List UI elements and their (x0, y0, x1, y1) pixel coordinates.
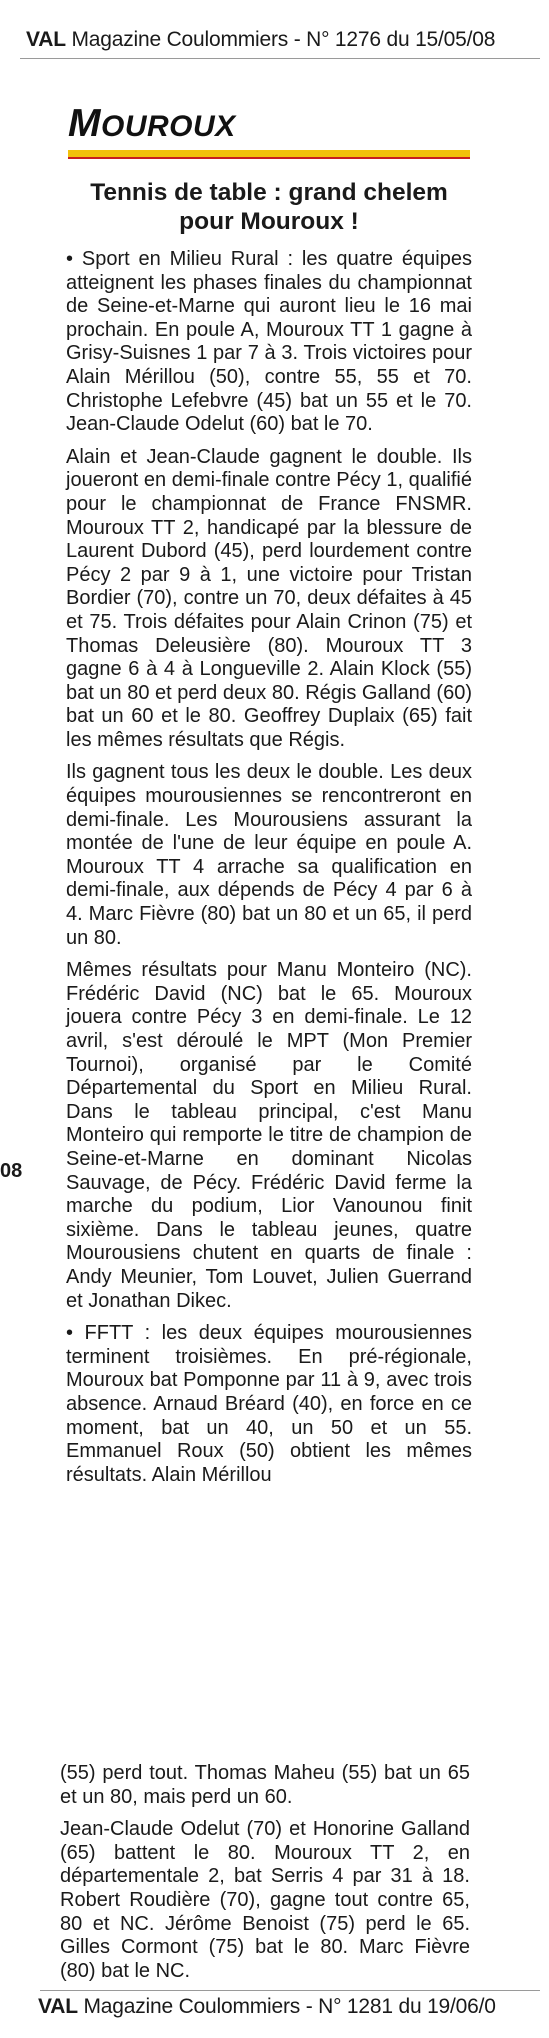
section-rule-red (68, 157, 470, 159)
paragraph: • Sport en Milieu Rural : les quatre équipes atteignent les phases finales du championnat de Seine-et-Marne qui auront lieu le 16 mai prochain. En poule A, Mouroux TT 1 gagne à Grisy-Suisnes 1 par 7 à 3. Trois victoires pour Alain Mérillou (50), contre 55, 55 et 70. Christophe Lefebvre (45) bat un 55 et le 70. Jean-Claude Odelut (60) bat le 70. (66, 248, 472, 436)
section-rule-yellow (68, 150, 470, 157)
source-brand: VAL (38, 1995, 78, 2018)
source-text: Magazine Coulommiers - N° 1276 du 15/05/08 (71, 28, 496, 51)
paragraph: Jean-Claude Odelut (70) et Honorine Galland (65) battent le 80. Mouroux TT 2, en départementale 2, bat Serris 4 par 31 à 18. Robert Roudière (70), gagne tout contre 65, 80 et NC. Jérôme Benoist (75) perd le 65. Gilles Cormont (75) bat le 80. Marc Fièvre (80) bat le NC. (60, 1818, 470, 1982)
source-header (26, 28, 541, 52)
source-brand: VAL (26, 28, 66, 51)
divider (40, 1990, 540, 1991)
divider (20, 58, 540, 59)
section-title-initial: M (68, 102, 101, 145)
margin-fragment: 08 (0, 1160, 23, 1182)
paragraph: Alain et Jean-Claude gagnent le double. Ils joueront en demi-finale contre Pécy 1, qualifié pour le championnat de France FNSMR. Mouroux TT 2, handicapé par la blessure de Laurent Dubord (45), perd lourdement contre Pécy 2 par 9 à 1, une victoire pour Tristan Bordier (70), contre un 70, deux défaites à 45 et 75. Trois défaites pour Alain Crinon (75) et Thomas Deleusière (80). Mouroux TT 3 gagne 6 à 4 à Longueville 2. Alain Klock (55) bat un 80 et perd deux 80. Régis Galland (60) bat un 60 et le 80. Geoffrey Duplaix (65) fait les mêmes résultats que Régis. (66, 445, 472, 751)
paragraph: Ils gagnent tous les deux le double. Les deux équipes mourousiennes se rencontreront en demi-finale. Les Mourousiens assurant la montée de l'une de leur équipe en poule A. Mouroux TT 4 arrache sa qualification en demi-finale, aux dépends de Pécy 4 par 6 à 4. Marc Fièvre (80) bat un 80 et un 65, il perd un 80. (66, 761, 472, 949)
article-headline: Tennis de table : grand chelem pour Mouroux ! (90, 179, 448, 235)
section-title-rest: OUROUX (101, 110, 236, 143)
article-column-first (66, 248, 472, 1496)
paragraph: • FFTT : les deux équipes mourousiennes terminent troisièmes. En pré-régionale, Mouroux bat Pomponne par 11 à 9, avec trois absence. Arnaud Bréard (40), en force en ce moment, bat un 40, un 50 et un 55. Emmanuel Roux (50) obtient les mêmes résultats. Alain Mérillou (66, 1322, 472, 1486)
paragraph: (55) perd tout. Thomas Maheu (55) bat un 65 et un 80, mais perd un 60. (60, 1762, 470, 1808)
section-title (68, 102, 236, 146)
article-column-second (60, 1762, 470, 1992)
source-text: Magazine Coulommiers - N° 1281 du 19/06/0 (83, 1995, 496, 2018)
source-footer (38, 1995, 549, 2019)
paragraph: Mêmes résultats pour Manu Monteiro (NC). Frédéric David (NC) bat le 65. Mouroux jouera contre Pécy 3 en demi-finale. Le 12 avril, s'est déroulé le MPT (Mon Premier Tournoi), organisé par le Comité Départemental du Sport en Milieu Rural. Dans le tableau principal, c'est Manu Monteiro qui remporte le titre de champion de Seine-et-Marne en dominant Nicolas Sauvage, de Pécy. Frédéric David ferme la marche du podium, Lior Vanounou finit sixième. Dans le tableau jeunes, quatre Mourousiens chutent en quarts de finale : Andy Meunier, Tom Louvet, Julien Guerrand et Jonathan Dikec. (66, 959, 472, 1312)
